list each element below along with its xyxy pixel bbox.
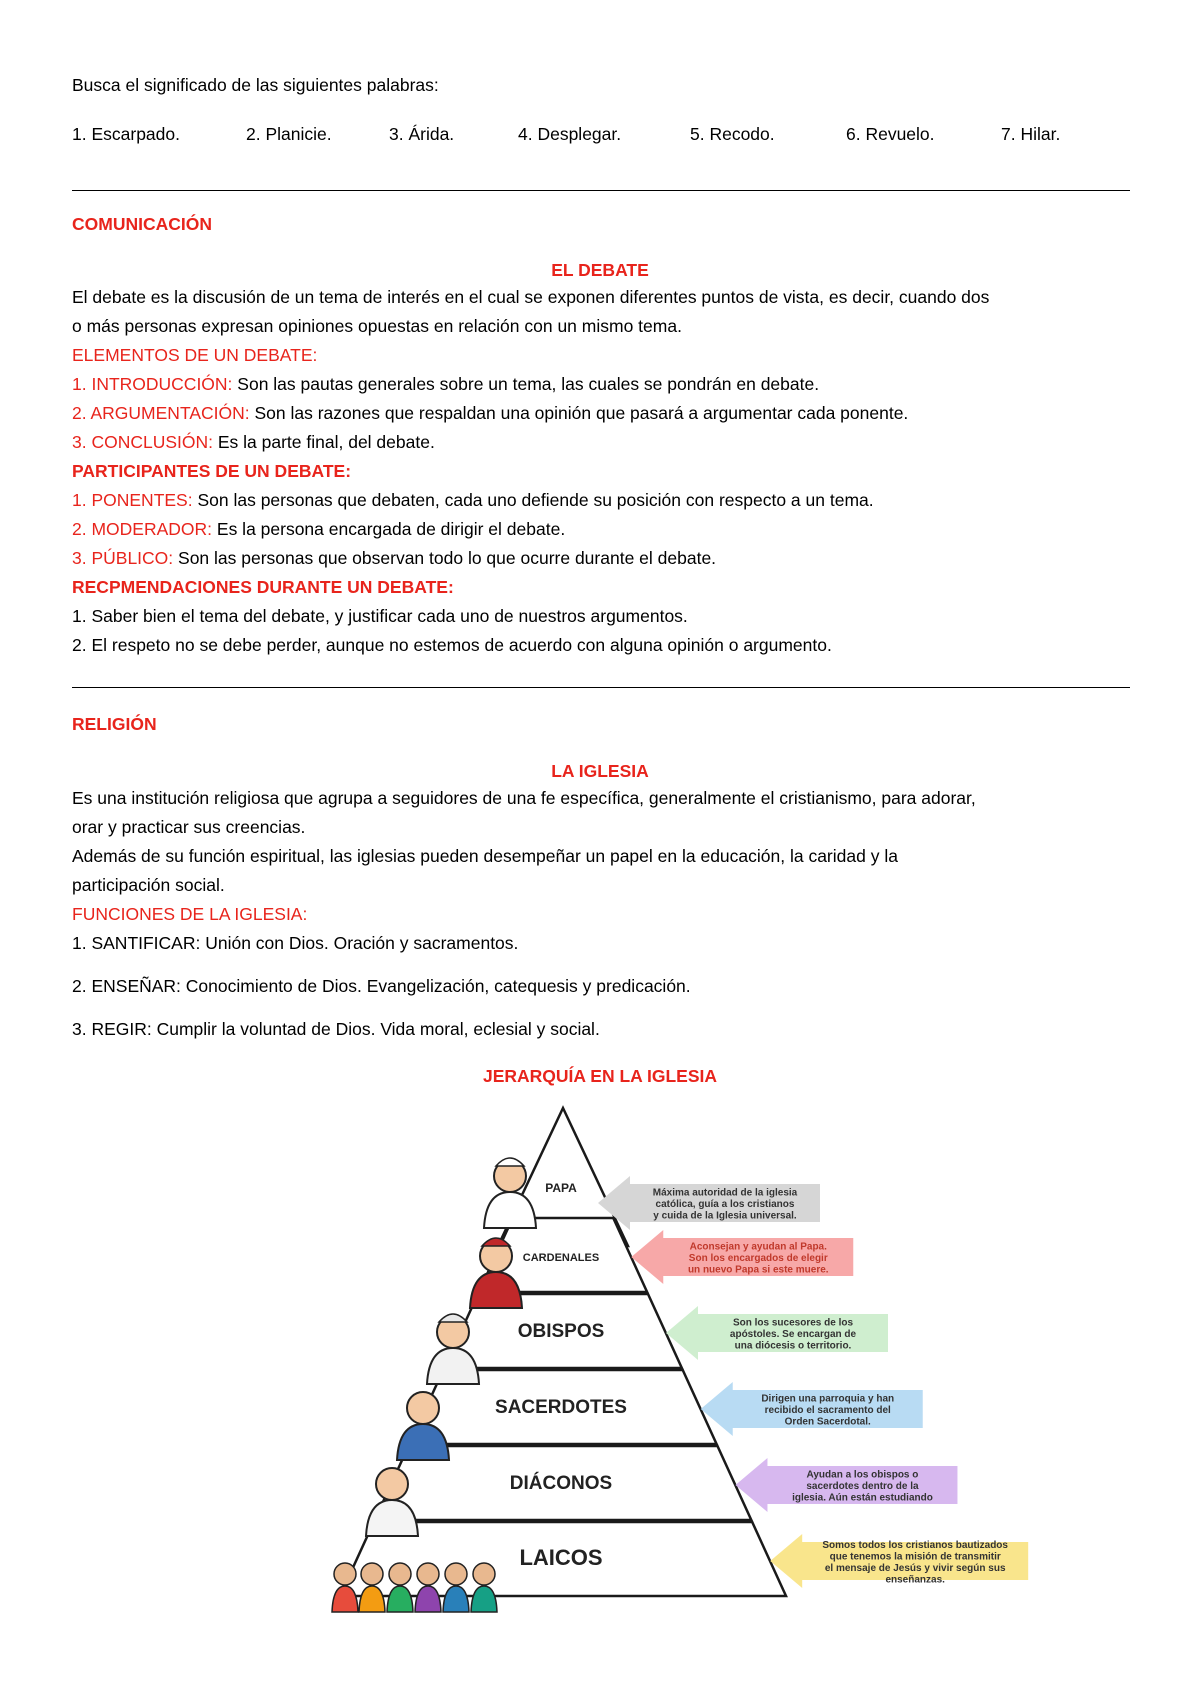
list-item-text: Son las personas que debaten, cada uno defiende su posición con respecto a un tema. [192, 490, 874, 510]
description-text: Somos todos los cristianos bautizados [822, 1539, 1008, 1551]
subheading: FUNCIONES DE LA IGLESIA: [72, 904, 308, 924]
list-item-text: Es la persona encargada de dirigir el debate. [212, 519, 566, 539]
paragraph-line: El debate es la discusión de un tema de interés en el cual se exponen diferentes puntos de vista, es decir, cuando dos [72, 287, 990, 307]
description-text: Máxima autoridad de la iglesia [652, 1187, 798, 1199]
description-text: un nuevo Papa si este muere. [687, 1264, 829, 1276]
vocab-word: 4. Desplegar. [518, 124, 622, 144]
section-title: LA IGLESIA [551, 761, 649, 781]
paragraph-line: orar y practicar sus creencias. [72, 817, 306, 837]
subheading: PARTICIPANTES DE UN DEBATE: [72, 461, 352, 481]
tier-label: DIÁCONOS [509, 1473, 613, 1494]
list-item-label: 2. ARGUMENTACIÓN: [72, 403, 250, 423]
list-item-label: 3. PÚBLICO: [72, 548, 174, 568]
list-item-text: Es la parte final, del debate. [213, 432, 435, 452]
description-text: una diócesis o territorio. [734, 1340, 852, 1352]
vocab-word: 5. Recodo. [690, 124, 775, 144]
list-item-text: Son las razones que respaldan una opinión que pasará a argumentar cada ponente. [249, 403, 909, 423]
description-text: y cuida de la Iglesia universal. [653, 1210, 797, 1222]
hierarchy-title: JERARQUÍA EN LA IGLESIA [482, 1066, 717, 1086]
list-item-label: 2. MODERADOR: [72, 519, 213, 539]
tier-label: CARDENALES [522, 1252, 600, 1264]
vocab-word: 6. Revuelo. [846, 124, 935, 144]
list-item-label: 3. CONCLUSIÓN: [72, 432, 213, 452]
vocab-word: 7. Hilar. [1001, 124, 1061, 144]
subheading: RECPMENDACIONES DURANTE UN DEBATE: [72, 577, 454, 597]
paragraph-line: o más personas expresan opiniones opuestas en relación con un mismo tema. [72, 316, 682, 336]
list-item: 2. ENSEÑAR: Conocimiento de Dios. Evangelización, catequesis y predicación. [72, 976, 691, 996]
list-item-text: Son las pautas generales sobre un tema, las cuales se pondrán en debate. [232, 374, 820, 394]
paragraph-line: Además de su función espiritual, las iglesias pueden desempeñar un papel en la educación, la caridad y la [72, 846, 898, 866]
vocab-instruction: Busca el significado de las siguientes palabras: [72, 75, 439, 95]
description-text: iglesia. Aún están estudiando [792, 1492, 933, 1504]
section-heading: RELIGIÓN [72, 714, 157, 734]
list-item: 2. El respeto no se debe perder, aunque no estemos de acuerdo con alguna opinión o argumento. [72, 635, 832, 655]
description-text: que tenemos la misión de transmitir [829, 1551, 1001, 1563]
description-text: Son los encargados de elegir [688, 1253, 828, 1264]
section-heading: COMUNICACIÓN [72, 214, 212, 234]
description-text: sacerdotes dentro de la [806, 1481, 919, 1492]
tier-label: SACERDOTES [495, 1397, 627, 1418]
description-text: Dirigen una parroquia y han [761, 1393, 895, 1405]
description-text: Ayudan a los obispos o [806, 1469, 919, 1481]
pyramid-tiers [332, 1158, 1028, 1612]
paragraph-line: Es una institución religiosa que agrupa a seguidores de una fe específica, generalmente el cristianismo, para adorar, [72, 788, 976, 808]
vocab-word: 2. Planicie. [246, 124, 332, 144]
tier-label: OBISPOS [517, 1321, 605, 1342]
list-item: 1. Saber bien el tema del debate, y justificar cada uno de nuestros argumentos. [72, 606, 688, 626]
list-item-label: 1. PONENTES: [72, 490, 193, 510]
description-text: Son los sucesores de los [732, 1317, 854, 1329]
description-text: Orden Sacerdotal. [784, 1416, 871, 1428]
description-text: enseñanzas. [885, 1574, 945, 1586]
tier-label: LAICOS [519, 1545, 603, 1570]
list-item: 1. SANTIFICAR: Unión con Dios. Oración y sacramentos. [72, 933, 519, 953]
list-item-label: 1. INTRODUCCIÓN: [72, 374, 233, 394]
description-text: el mensaje de Jesús y vivir según sus [824, 1562, 1006, 1574]
section-title: EL DEBATE [551, 260, 649, 280]
subheading: ELEMENTOS DE UN DEBATE: [72, 345, 318, 365]
vocab-word: 3. Árida. [389, 124, 455, 144]
description-text: Aconsejan y ayudan al Papa. [689, 1241, 827, 1253]
list-item-text: Son las personas que observan todo lo que ocurre durante el debate. [173, 548, 717, 568]
vocab-word: 1. Escarpado. [72, 124, 180, 144]
description-text: recibido el sacramento del [764, 1405, 891, 1416]
paragraph-line: participación social. [72, 875, 225, 895]
list-item: 3. REGIR: Cumplir la voluntad de Dios. Vida moral, eclesial y social. [72, 1019, 600, 1039]
description-text: católica, guía a los cristianos [655, 1199, 795, 1210]
tier-label: PAPA [545, 1181, 577, 1195]
description-text: apóstoles. Se encargan de [729, 1329, 857, 1340]
